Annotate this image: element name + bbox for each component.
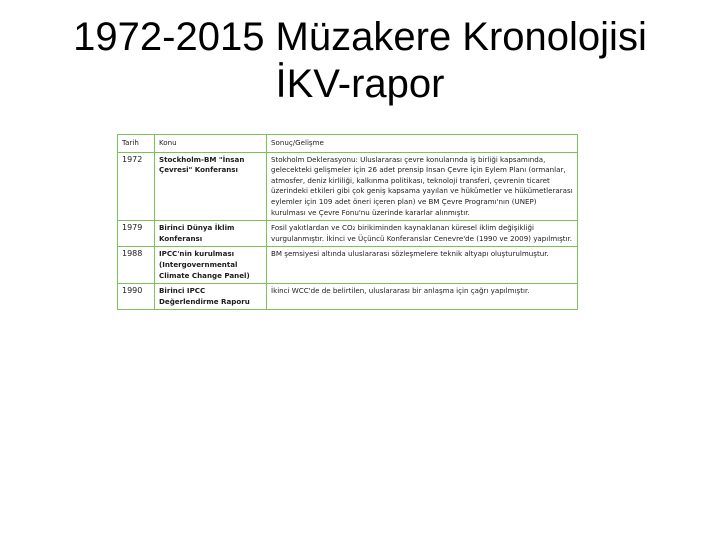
row-year: 1990 — [118, 284, 155, 310]
row-topic: Stockholm-BM "İnsan Çevresi" Konferansı — [155, 152, 267, 221]
table-row — [118, 221, 578, 247]
table-row — [118, 284, 578, 310]
table-row — [118, 247, 578, 284]
table-row — [118, 152, 578, 221]
row-year: 1979 — [118, 221, 155, 247]
row-result: İkinci WCC'de de belirtilen, uluslararası bir anlaşma için çağrı yapılmıştır. — [267, 284, 578, 310]
row-topic: Birinci IPCC Değerlendirme Raporu — [155, 284, 267, 310]
slide-title — [0, 14, 720, 108]
row-result: Stokholm Deklerasyonu: Uluslararası çevre konularında iş birliği kapsamında, gelecekteki gelişmeler için 26 adet prensip İnsan Çevre İçin Eylem Planı (ormanlar, atmosfer, deniz kirliliği, kalkınma politikası, teknoloji transferi, çevrenin ticaret üzerindeki etkileri gibi çok geniş kapsama yayılan ve hükümetler ve hükümetlerarası eylemler için 109 adet öneri içeren plan) ve BM Çevre Programı'nın (UNEP) kurulması ve Çevre Fonu'nu üzerinde kararlar alınmıştır. — [267, 152, 578, 221]
slide-title-line1: 1972-2015 Müzakere Kronolojisi — [73, 15, 647, 59]
table-header-row — [118, 135, 578, 153]
chronology-table — [117, 134, 578, 310]
header-date: Tarih — [118, 135, 155, 153]
row-year: 1988 — [118, 247, 155, 284]
row-result: Fosil yakıtlardan ve CO₂ birikiminden kaynaklanan küresel iklim değişikliği vurgulanmıştır. İkinci ve Üçüncü Konferanslar Cenevre'de (1990 ve 2009) yapılmıştır. — [267, 221, 578, 247]
header-topic: Konu — [155, 135, 267, 153]
row-topic: IPCC'nin kurulması (Intergovernmental Climate Change Panel) — [155, 247, 267, 284]
header-result: Sonuç/Gelişme — [267, 135, 578, 153]
slide-title-line2: İKV-rapor — [275, 62, 445, 106]
row-topic: Birinci Dünya İklim Konferansı — [155, 221, 267, 247]
row-year: 1972 — [118, 152, 155, 221]
row-result: BM şemsiyesi altında uluslararası sözleşmelere teknik altyapı oluşturulmuştur. — [267, 247, 578, 284]
